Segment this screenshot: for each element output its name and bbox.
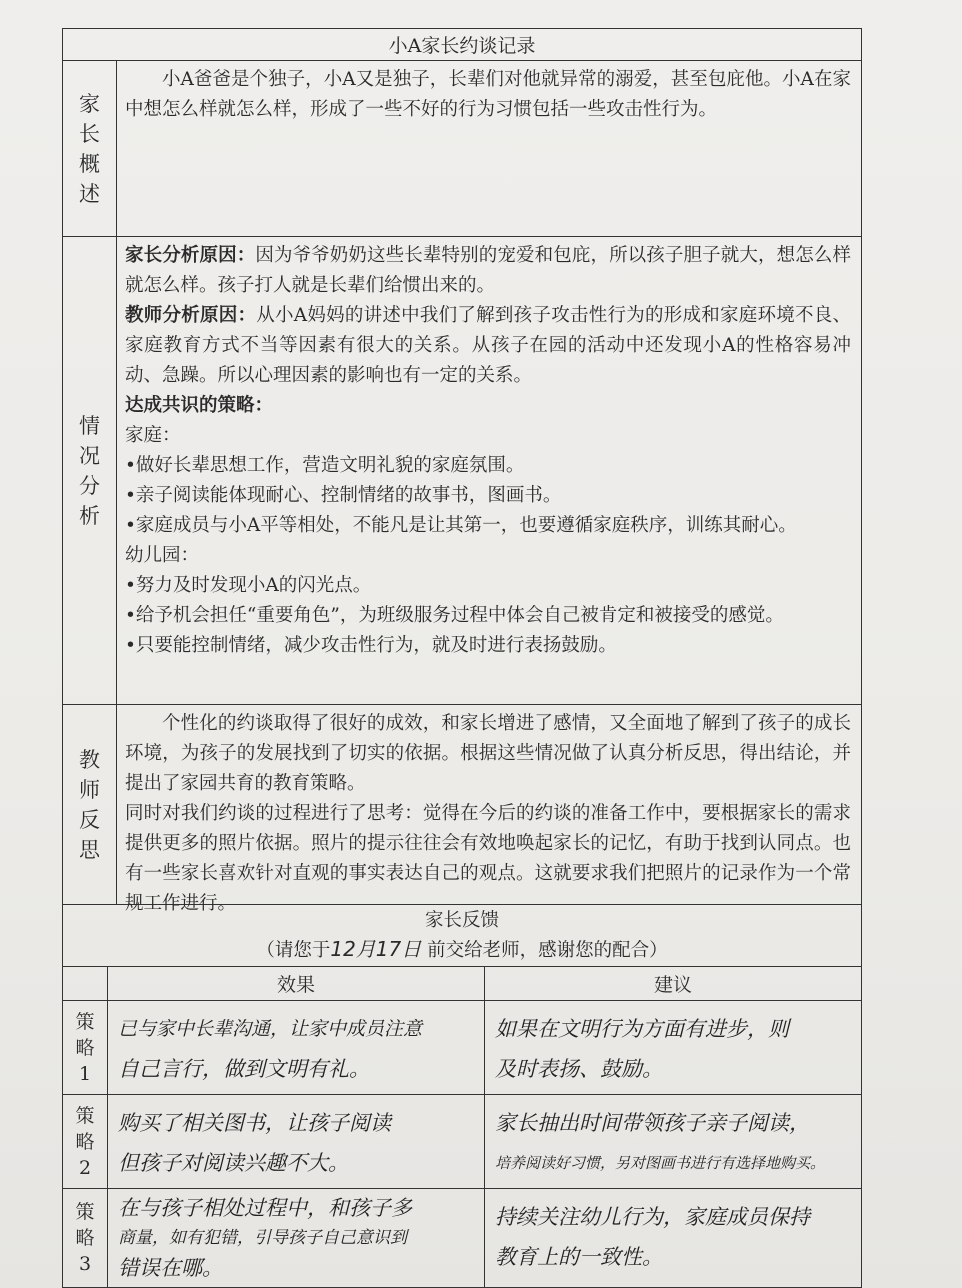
table-title-row — [63, 29, 861, 61]
column-header-effect: 效果 — [108, 967, 485, 1000]
list-item: •家庭成员与小A平等相处，不能凡是让其第一，也要遵循家庭秩序，训练其耐心。 — [125, 515, 797, 536]
handwritten-date: 12月17日 — [330, 936, 422, 961]
section-content — [117, 61, 861, 236]
strategy-row-1 — [63, 1001, 861, 1095]
strategy-row-3 — [63, 1189, 861, 1287]
paragraph: 家长分析原因：因为爷爷奶奶这些长辈特别的宠爱和包庇，所以孩子胆子就大，想怎么样就怎么样。孩子打人就是长辈们给惯出来的。 — [125, 245, 851, 296]
strategy-row-2 — [63, 1095, 861, 1189]
list-item: •亲子阅读能体现耐心、控制情绪的故事书，图画书。 — [125, 485, 562, 506]
section-content — [117, 705, 861, 914]
strategy-effect-cell: 购买了相关图书，让孩子阅读 但孩子对阅读兴趣不大。 — [108, 1095, 485, 1188]
strategy-effect-cell: 在与孩子相处过程中，和孩子多 商量，如有犯错，引导孩子自己意识到 错误在哪。 — [108, 1189, 485, 1287]
section-situation-analysis — [63, 237, 861, 705]
section-label: 情 况 分 析 — [63, 237, 117, 704]
paragraph: 同时对我们约谈的过程进行了思考：觉得在今后的约谈的准备工作中，要根据家长的需求提供更多的照片依据。照片的提示往往会有效地唤起家长的记忆，有助于找到认同点。也有一些家长喜欢针对直观的事实表达自己的观点。这就要求我们把照片的记录作为一个常规工作进行。 — [125, 803, 851, 914]
list-item: •给予机会担任“重要角色”，为班级服务过程中体会自己被肯定和被接受的感觉。 — [125, 605, 784, 626]
paragraph: 教师分析原因：从小A妈妈的讲述中我们了解到孩子攻击性行为的形成和家庭环境不良、家庭教育方式不当等因素有很大的关系。从孩子在园的活动中还发现小A的性格容易冲动、急躁。所以心理因素的影响也有一定的关系。 — [125, 305, 851, 386]
section-label: 教 师 反 思 — [63, 705, 117, 904]
list-item: •只要能控制情绪，减少攻击性行为，就及时进行表扬鼓励。 — [125, 635, 617, 656]
strategy-suggestion-cell: 家长抽出时间带领孩子亲子阅读， 培养阅读好习惯，另对图画书进行有选择地购买。 — [495, 1111, 826, 1172]
strategy-label: 策 略 1 — [63, 1001, 108, 1094]
paragraph: 小A爸爸是个独子，小A又是独子，长辈们对他就异常的溺爱，甚至包庇他。小A在家中想怎么样就怎么样，形成了一些不好的行为习惯包括一些攻击性行为。 — [125, 69, 851, 120]
strategy-label: 策 略 3 — [63, 1189, 108, 1287]
strategy-label: 策 略 2 — [63, 1095, 108, 1188]
column-header-suggestion: 建议 — [653, 974, 692, 996]
feedback-column-header — [63, 967, 861, 1001]
paragraph: 个性化的约谈取得了很好的成效，和家长增进了感情，又全面地了解到了孩子的成长环境，为孩子的发展找到了切实的依据。根据这些情况做了认真分析反思，得出结论，并提出了家园共育的教育策略。 — [125, 713, 851, 794]
list-item: •做好长辈思想工作，营造文明礼貌的家庭氛围。 — [125, 455, 525, 476]
feedback-deadline-note: （请您于12月17日 前交给老师，感谢您的配合） — [256, 936, 668, 961]
interview-record-table — [62, 28, 862, 1288]
table-title: 小A家长约谈记录 — [388, 35, 536, 57]
strategy-suggestion-cell: 如果在文明行为方面有进步，则 及时表扬、鼓励。 — [495, 1017, 789, 1081]
section-parent-overview — [63, 61, 861, 237]
paragraph: 幼儿园： — [125, 545, 200, 566]
paragraph: 家庭： — [125, 425, 181, 446]
section-teacher-reflection — [63, 705, 861, 914]
section-label: 家 长 概 述 — [63, 61, 117, 236]
paragraph: 达成共识的策略： — [125, 395, 274, 416]
list-item: •努力及时发现小A的闪光点。 — [125, 575, 372, 596]
feedback-title: 家长反馈 — [424, 909, 499, 931]
section-content — [117, 237, 861, 704]
strategy-suggestion-cell: 持续关注幼儿行为，家庭成员保持 教育上的一致性。 — [495, 1205, 810, 1269]
strategy-effect-cell: 已与家中长辈沟通，让家中成员注意 自己言行，做到文明有礼。 — [108, 1001, 485, 1094]
